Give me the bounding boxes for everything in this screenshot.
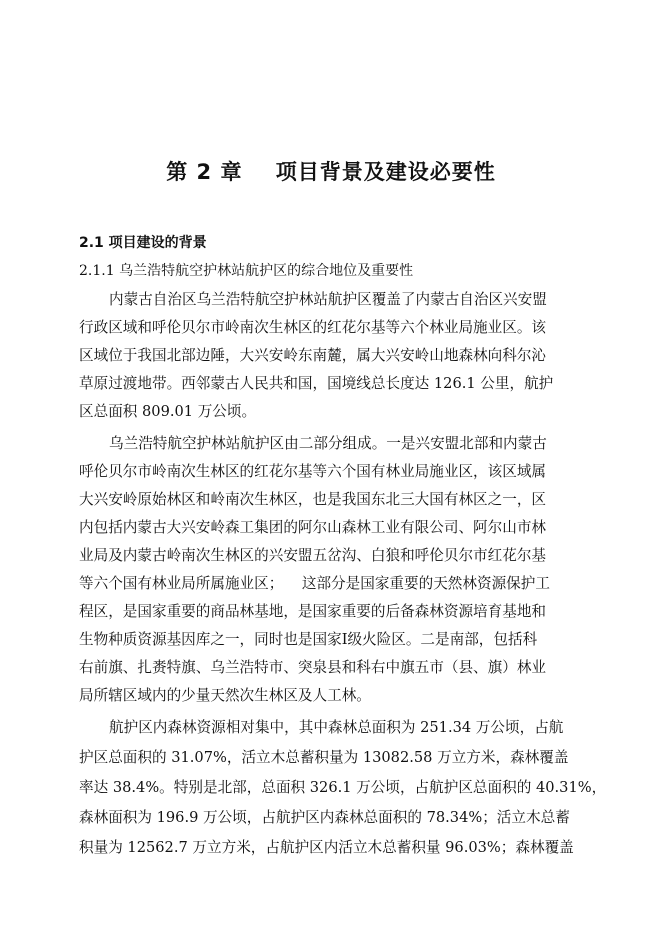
paragraph-1-line: 行政区域和呼伦贝尔市岭南次生林区的红花尔基等六个林业局施业区。该 <box>79 319 547 336</box>
paragraph-3-line: 积量为 12562.7 万立方米，占航护区内活立木总蓄积量 96.03%；森林覆盖 <box>79 839 574 856</box>
paragraph-2-line: 呼伦贝尔市岭南次生林区的红花尔基等六个国有林业局施业区，该区域属 <box>79 463 547 480</box>
subsection-heading: 2.1.1 乌兰浩特航空护林站航护区的综合地位及重要性 <box>79 263 414 279</box>
paragraph-2-line: 程区，是国家重要的商品林基地，是国家重要的后备森林资源培育基地和 <box>79 603 547 620</box>
paragraph-2-line: 大兴安岭原始林区和岭南次生林区，也是我国东北三大国有林区之一，区 <box>79 491 547 508</box>
paragraph-2-line: 生物种质资源基因库之一，同时也是国家Ⅰ级火险区。二是南部，包括科 <box>79 631 538 648</box>
paragraph-1-line: 区域位于我国北部边陲，大兴安岭东南麓，属大兴安岭山地森林向科尔沁 <box>79 347 547 364</box>
paragraph-2-line: 内包括内蒙古大兴安岭森工集团的阿尔山森林工业有限公司、阿尔山市林 <box>79 519 547 536</box>
paragraph-3-line: 航护区内森林资源相对集中，其中森林总面积为 251.34 万公顷，占航 <box>109 719 564 736</box>
paragraph-3-line: 护区总面积的 31.07%，活立木总蓄积量为 13082.58 万立方米，森林覆盖 <box>79 749 569 766</box>
paragraph-2-line: 右前旗、扎赉特旗、乌兰浩特市、突泉县和科右中旗五市（县、旗）林业 <box>79 659 547 676</box>
paragraph-3-line: 率达 38.4%。特别是北部，总面积 326.1 万公顷，占航护区总面积的 40.31%， <box>79 779 607 796</box>
paragraph-2-line: 业局及内蒙古岭南次生林区的兴安盟五岔沟、白狼和呼伦贝尔市红花尔基 <box>79 547 547 564</box>
paragraph-2-line: 局所辖区域内的少量天然次生林区及人工林。 <box>79 687 371 704</box>
paragraph-2-line: 等六个国有林业局所属施业区； 这部分是国家重要的天然林资源保护工 <box>79 575 550 592</box>
paragraph-3-line: 森林面积为 196.9 万公顷，占航护区内森林总面积的 78.34%；活立木总蓄 <box>79 809 570 826</box>
paragraph-1-line: 草原过渡地带。西邻蒙古人民共和国，国境线总长度达 126.1 公里，航护 <box>79 375 554 392</box>
chapter-title: 第 2 章 项目背景及建设必要性 <box>166 160 496 184</box>
section-heading: 2.1 项目建设的背景 <box>79 235 207 251</box>
paragraph-1-line: 内蒙古自治区乌兰浩特航空护林站航护区覆盖了内蒙古自治区兴安盟 <box>109 291 547 308</box>
paragraph-2-line: 乌兰浩特航空护林站航护区由二部分组成。一是兴安盟北部和内蒙古 <box>109 435 547 452</box>
paragraph-1-line: 区总面积 809.01 万公顷。 <box>79 403 257 420</box>
